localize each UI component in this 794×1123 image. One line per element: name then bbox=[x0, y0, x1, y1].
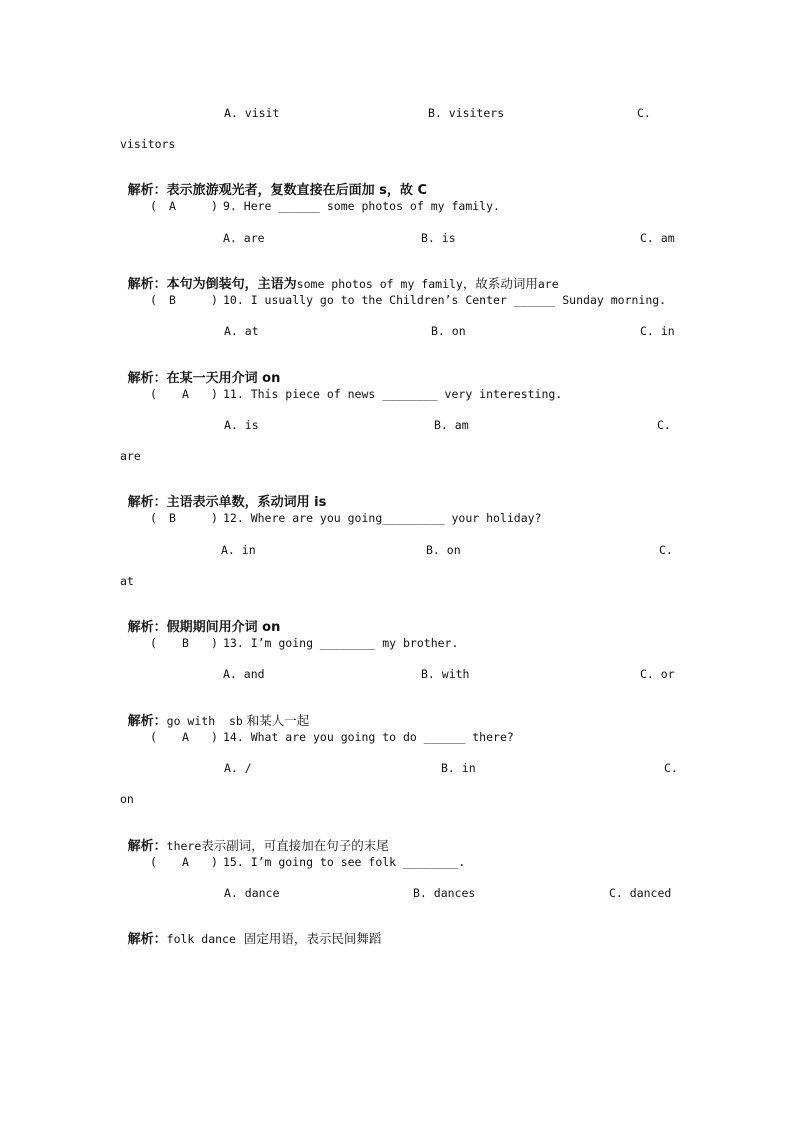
q15-paren-close: ) bbox=[211, 855, 218, 869]
q12-option-a: A. in bbox=[221, 543, 256, 557]
q11-stem: 11. This piece of news ________ very interesting. bbox=[223, 387, 563, 401]
q13-analysis bbox=[120, 697, 309, 730]
analysis-label: 解析： bbox=[127, 839, 167, 854]
analysis-label: 解析： bbox=[127, 277, 167, 292]
q11-option-c-wrap: are bbox=[120, 449, 141, 463]
q12-option-b: B. on bbox=[426, 543, 461, 557]
analysis-label: 解析： bbox=[127, 714, 167, 729]
q13-option-a: A. and bbox=[223, 667, 265, 681]
q9-analysis bbox=[120, 260, 559, 293]
q11-analysis bbox=[120, 478, 326, 511]
q13-answer: B bbox=[182, 636, 189, 650]
q15-answer: A bbox=[182, 855, 189, 869]
q15-option-c: C. danced bbox=[609, 886, 672, 900]
q12-analysis bbox=[120, 603, 280, 636]
q15-paren-open: ( bbox=[150, 855, 157, 869]
q11-option-a: A. is bbox=[224, 418, 259, 432]
q14-analysis bbox=[120, 822, 389, 855]
q8-option-b: B. visiters bbox=[428, 106, 505, 120]
q15-analysis bbox=[120, 915, 381, 948]
q9-paren-open: ( bbox=[150, 199, 157, 213]
q15-option-b: B. dances bbox=[413, 886, 476, 900]
analysis-norm: ，故系动词用 bbox=[462, 276, 538, 291]
q14-stem: 14. What are you going to do ______ there? bbox=[223, 730, 514, 744]
q8-analysis bbox=[120, 166, 427, 199]
q14-option-c: C. bbox=[664, 761, 678, 775]
q10-answer: B bbox=[169, 293, 176, 307]
analysis-bold: 本句为倒装句，主语为 bbox=[166, 277, 297, 292]
q8-option-c: C. bbox=[637, 106, 651, 120]
q14-paren-close: ) bbox=[211, 730, 218, 744]
q9-option-c: C. am bbox=[640, 231, 675, 245]
q12-option-c-wrap: at bbox=[120, 574, 134, 588]
q11-answer: A bbox=[182, 387, 189, 401]
q10-paren-close: ) bbox=[211, 293, 218, 307]
analysis-norm: 和某人一起 bbox=[242, 713, 310, 728]
q12-paren-open: ( bbox=[150, 511, 157, 525]
q13-paren-close: ) bbox=[211, 636, 218, 650]
analysis-text: 在某一天用介词 on bbox=[166, 371, 281, 386]
q10-option-a: A. at bbox=[224, 324, 259, 338]
analysis-label: 解析： bbox=[127, 932, 167, 947]
q10-option-c: C. in bbox=[640, 324, 675, 338]
q12-answer: B bbox=[169, 511, 176, 525]
q10-option-b: B. on bbox=[431, 324, 466, 338]
q11-option-b: B. am bbox=[434, 418, 469, 432]
analysis-label: 解析： bbox=[127, 371, 167, 386]
analysis-norm: 固定用语，表示民间舞蹈 bbox=[235, 931, 382, 946]
analysis-text: 假期期间用介词 on bbox=[166, 620, 281, 635]
analysis-label: 解析： bbox=[127, 183, 167, 198]
q13-paren-open: ( bbox=[150, 636, 157, 650]
q11-paren-close: ) bbox=[211, 387, 218, 401]
q10-paren-open: ( bbox=[150, 293, 157, 307]
analysis-text: 主语表示单数，系动词用 is bbox=[166, 495, 327, 510]
q10-stem: 10. I usually go to the Children’s Center ______ Sunday morning. bbox=[223, 293, 667, 307]
q15-stem: 15. I’m going to see folk ________. bbox=[223, 855, 466, 869]
analysis-mono: some photos of my family bbox=[296, 277, 463, 291]
analysis-text: 表示旅游观光者，复数直接在后面加 s，故 C bbox=[166, 183, 427, 198]
analysis-mono: folk dance bbox=[166, 932, 236, 946]
q13-option-c: C. or bbox=[640, 667, 675, 681]
q9-option-a: A. are bbox=[223, 231, 265, 245]
q9-paren-close: ) bbox=[211, 199, 218, 213]
q8-option-a: A. visit bbox=[224, 106, 280, 120]
q9-option-b: B. is bbox=[421, 231, 456, 245]
q14-option-c-wrap: on bbox=[120, 792, 134, 806]
analysis-mono: go with sb bbox=[166, 714, 243, 728]
analysis-label: 解析： bbox=[127, 620, 167, 635]
q11-option-c: C. bbox=[657, 418, 671, 432]
q12-option-c: C. bbox=[659, 543, 673, 557]
q13-stem: 13. I’m going ________ my brother. bbox=[223, 636, 459, 650]
analysis-mono: there bbox=[166, 839, 202, 853]
q13-option-b: B. with bbox=[421, 667, 470, 681]
q12-stem: 12. Where are you going_________ your holiday? bbox=[223, 511, 542, 525]
q12-paren-close: ) bbox=[211, 511, 218, 525]
q14-option-a: A. / bbox=[224, 761, 252, 775]
q11-paren-open: ( bbox=[150, 387, 157, 401]
analysis-label: 解析： bbox=[127, 495, 167, 510]
q14-option-b: B. in bbox=[441, 761, 476, 775]
q8-option-c-wrap: visitors bbox=[120, 137, 176, 151]
q10-analysis bbox=[120, 354, 280, 387]
q14-answer: A bbox=[182, 730, 189, 744]
q14-paren-open: ( bbox=[150, 730, 157, 744]
analysis-norm: 表示副词，可直接加在句子的末尾 bbox=[201, 838, 389, 853]
q15-option-a: A. dance bbox=[224, 886, 280, 900]
q9-answer: A bbox=[169, 199, 176, 213]
analysis-mono-2: are bbox=[537, 277, 559, 291]
q9-stem: 9. Here ______ some photos of my family. bbox=[223, 199, 500, 213]
